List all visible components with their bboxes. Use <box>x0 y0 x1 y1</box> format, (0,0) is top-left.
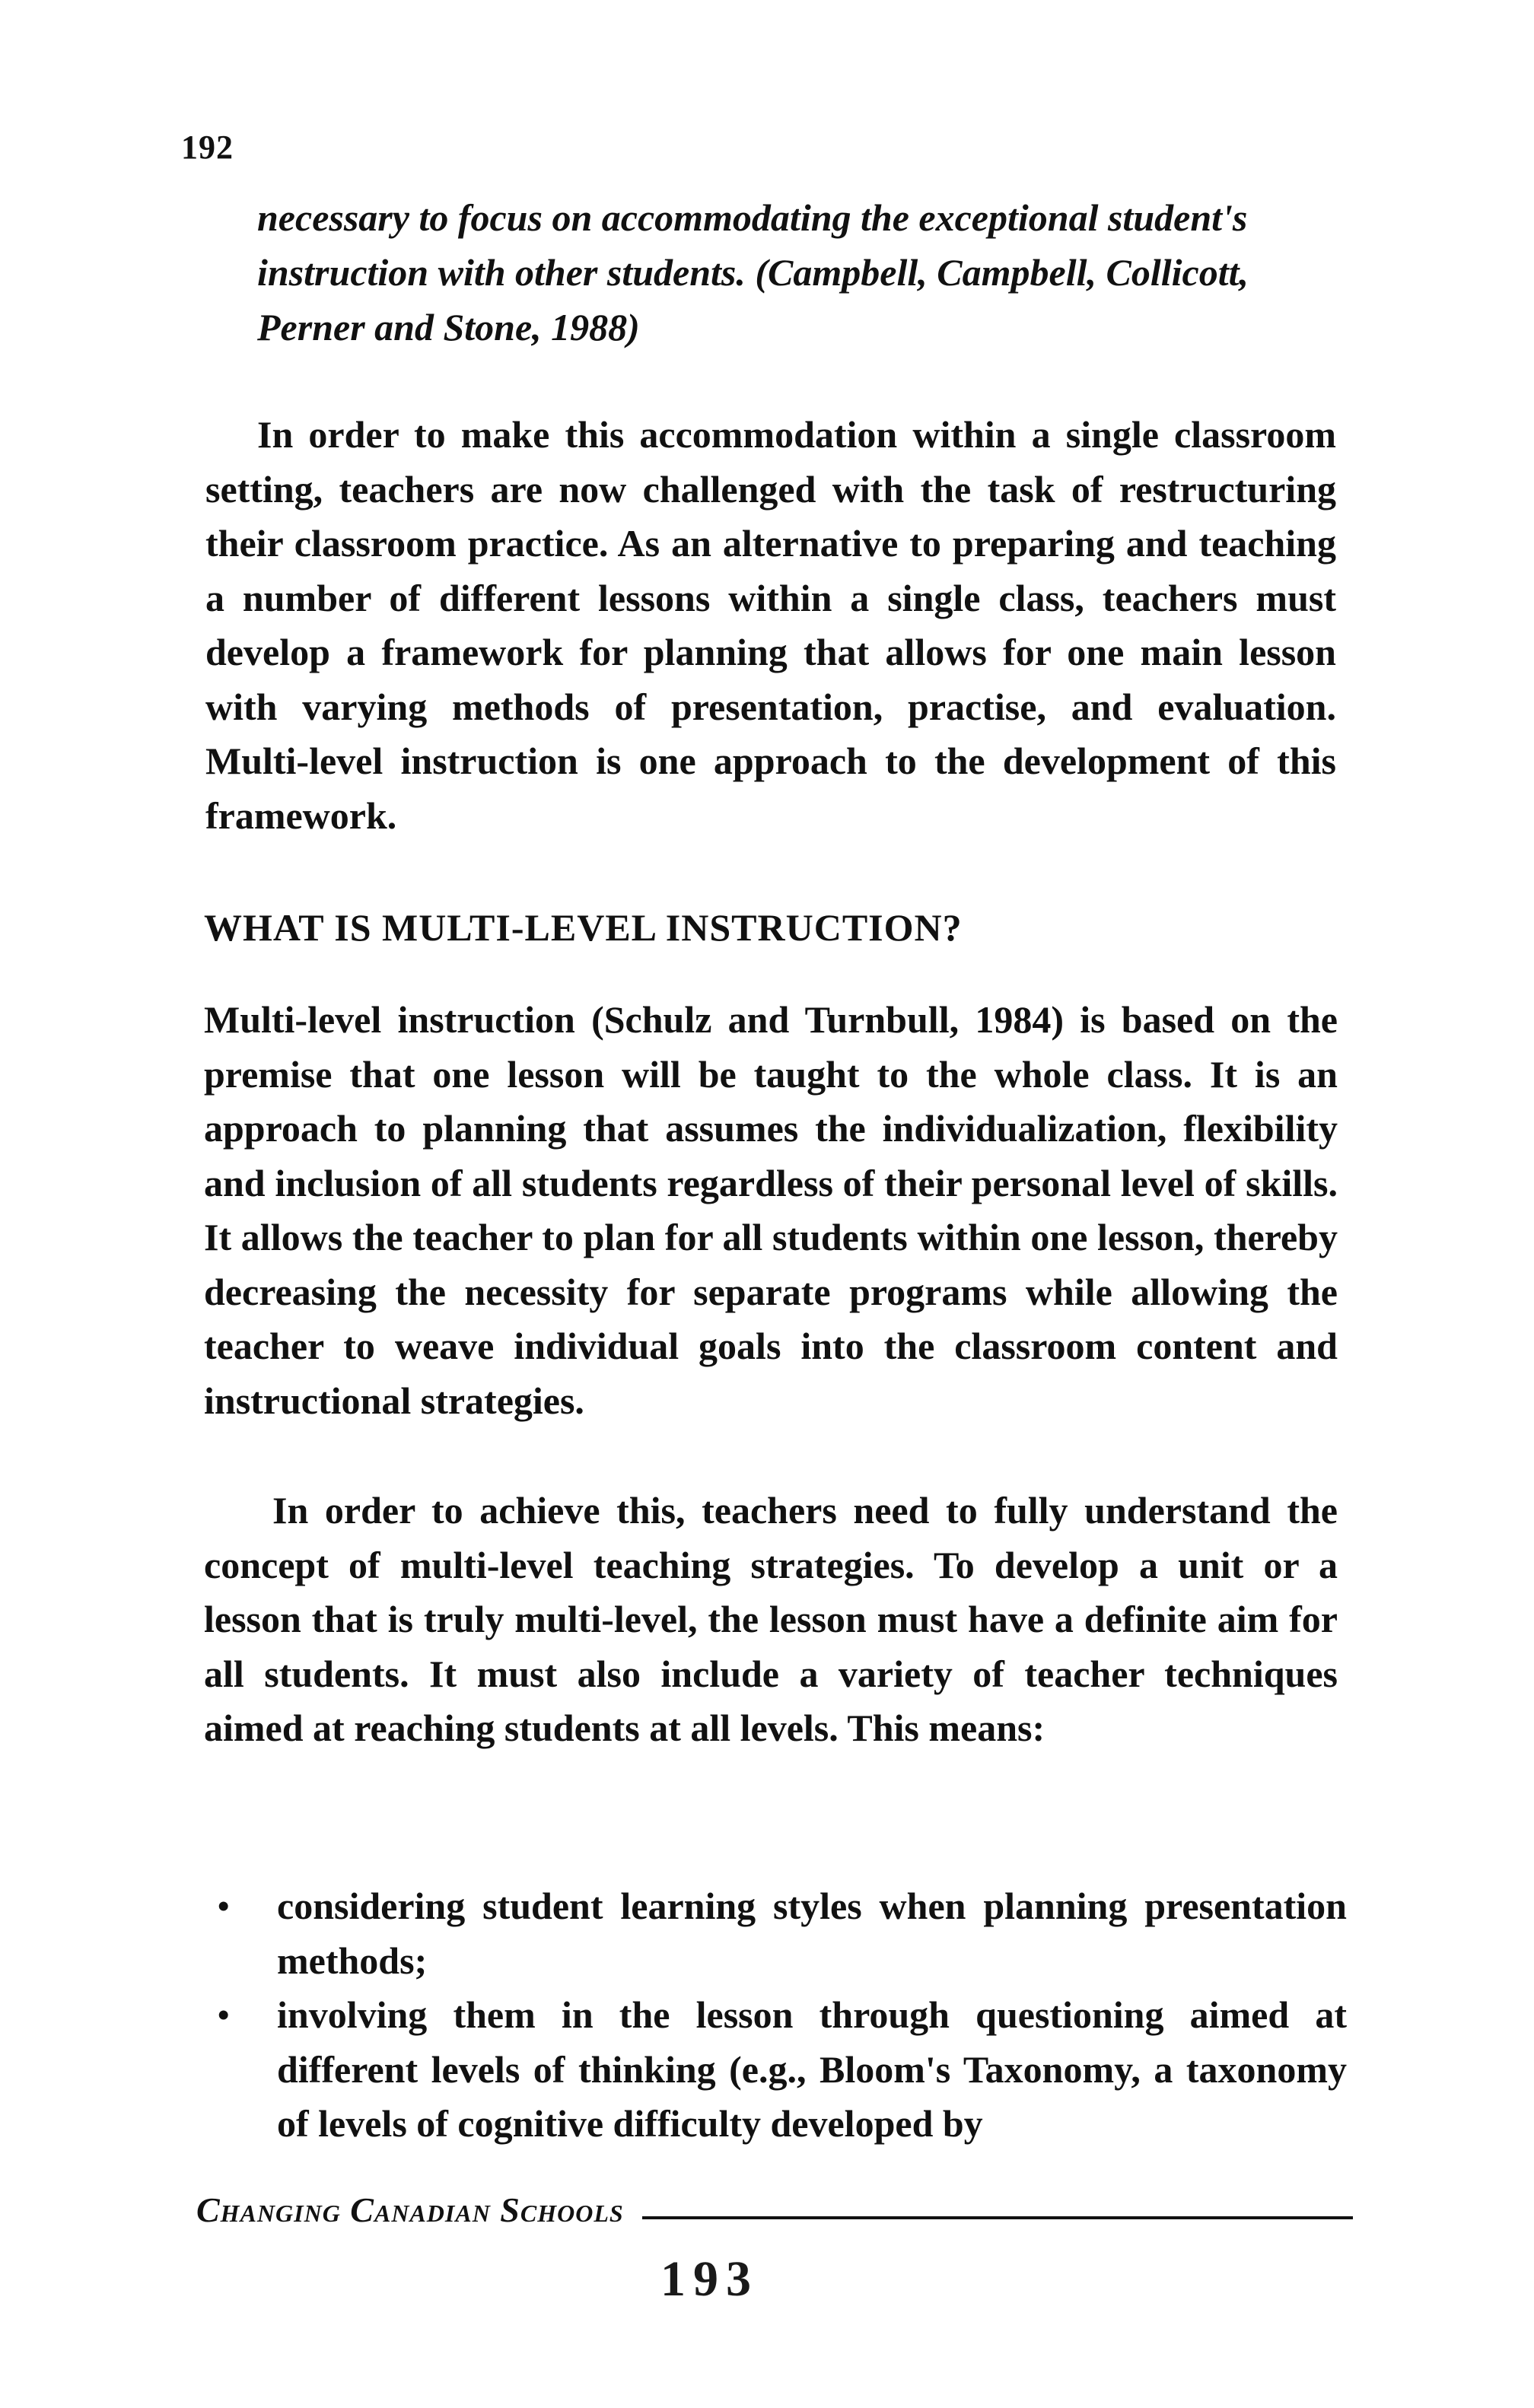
paragraph-2: Multi-level instruction (Schulz and Turnbull, 1984) is based on the premise that one lesson will be taught to the whole class. It is an approach to planning that assumes the individualization, flexibility and inclusion of all students regardless of their personal level of skills. It allows the teacher to plan for all students within one lesson, thereby decreasing the necessity for separate programs while allowing the teacher to weave individual goals into the classroom content and instructional strategies. <box>204 998 1338 1422</box>
list-item-text: considering student learning styles when planning presentation methods; <box>277 1885 1347 1982</box>
list-item <box>205 1988 1347 2152</box>
section-heading: WHAT IS MULTI-LEVEL INSTRUCTION? <box>204 906 963 949</box>
bullet-icon: • <box>218 1996 230 2034</box>
footer-title: Changing Canadian Schools <box>196 2190 624 2229</box>
footer-rule <box>642 2216 1353 2219</box>
list-item <box>205 1879 1347 1988</box>
page-footer <box>196 2190 1353 2230</box>
block-quote: necessary to focus on accommodating the exceptional student's instruction with other students. (Campbell, Campbell, Collicott, Perner and Stone, 1988) <box>257 196 1249 348</box>
paragraph-1: In order to make this accommodation within a single classroom setting, teachers are now challenged with the task of restructuring their classroom practice. As an alternative to preparing and teaching a number of different lessons within a single class, teachers must develop a framework for planning that allows for one main lesson with varying methods of presentation, practise, and evaluation. Multi-level instruction is one approach to the development of this framework. <box>205 413 1336 837</box>
scan-page-number: 193 <box>660 2251 759 2307</box>
bullet-icon: • <box>218 1888 230 1925</box>
paragraph-3: In order to achieve this, teachers need to fully understand the concept of multi-level teaching strategies. To develop a unit or a lesson that is truly multi-level, the lesson must have a definite aim for all students. It must also include a variety of teacher techniques aimed at reaching students at all levels. This means: <box>204 1489 1338 1749</box>
bullet-list <box>205 1879 1347 2152</box>
page-number: 192 <box>181 129 234 166</box>
list-item-text: involving them in the lesson through questioning aimed at different levels of thinking (e.g., Bloom's Taxonomy, a taxonomy of levels of cognitive difficulty developed by <box>277 1993 1347 2145</box>
